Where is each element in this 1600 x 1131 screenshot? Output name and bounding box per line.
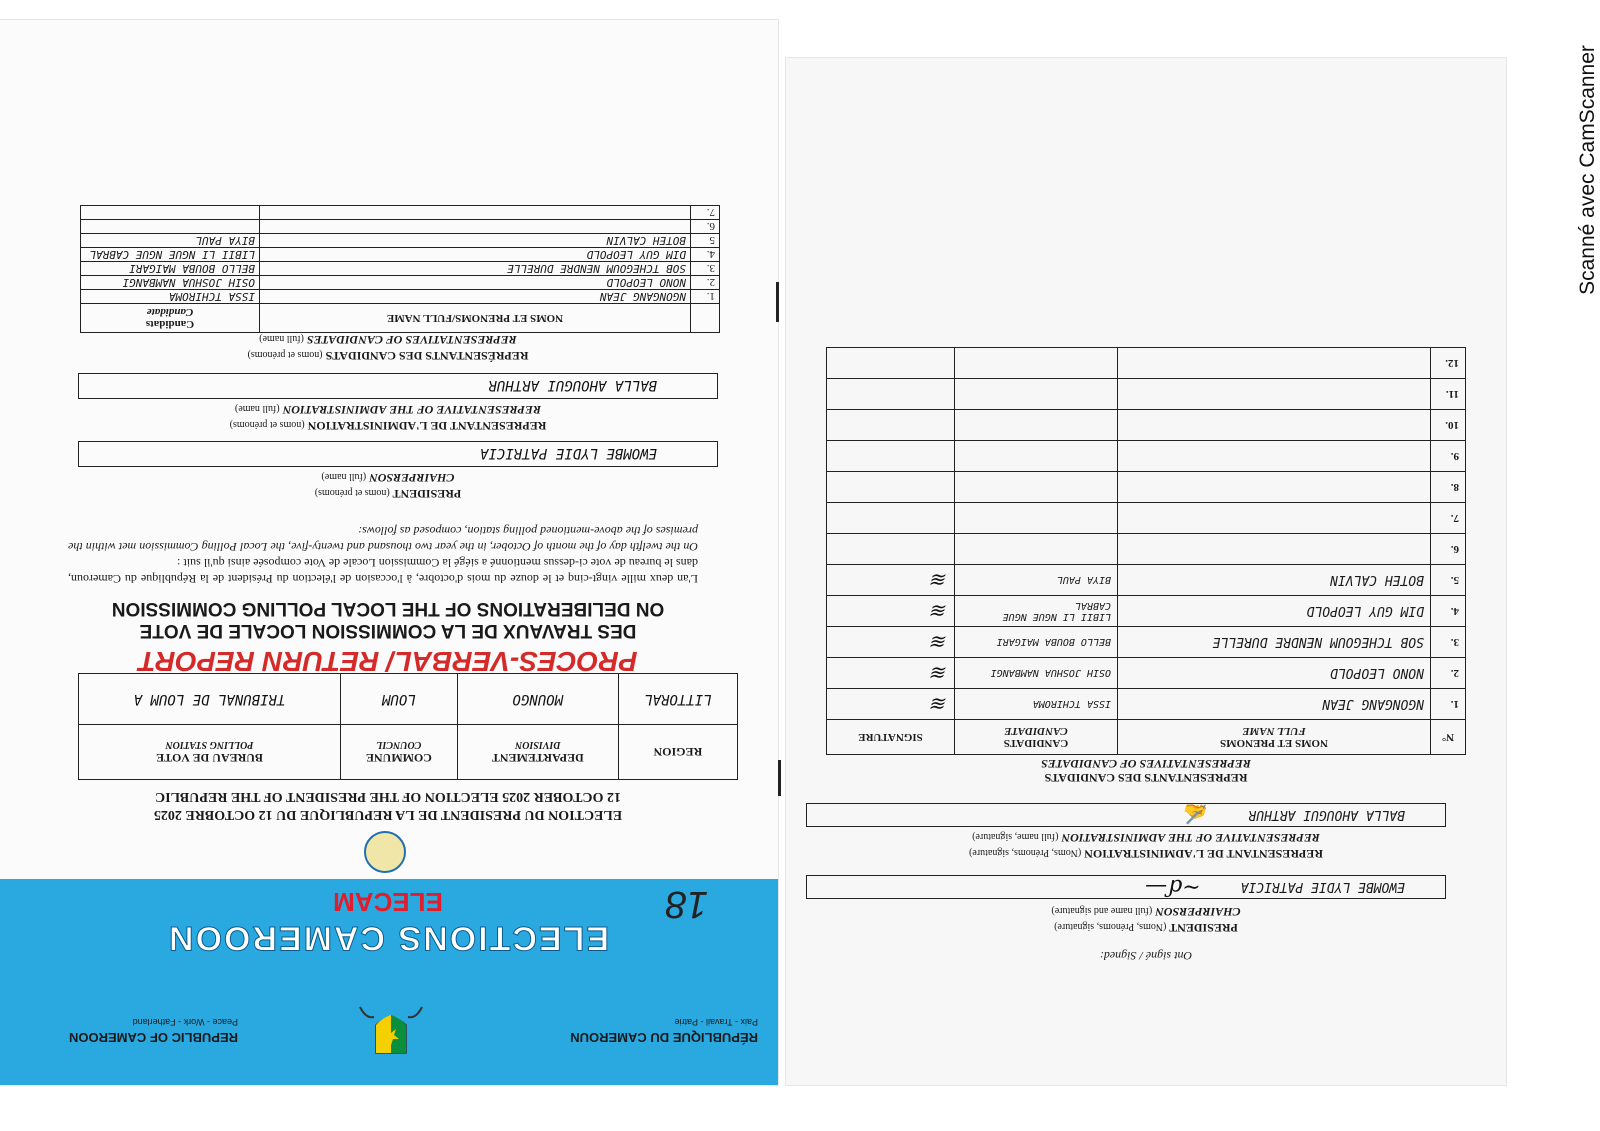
rep-candidate: OSIH JOSHUA NAMBANGI (955, 658, 1118, 689)
rep-name (260, 220, 691, 234)
signed-label: Ont signé / Signed: (1099, 949, 1193, 963)
table-row (827, 565, 1466, 596)
signature-table (826, 347, 1466, 755)
rep-name (260, 206, 691, 220)
preamble-fr: L'an deux mille vingt-cinq et le douze du mois d'octobre, à l'occasion de l'élection du Président de la République du Cameroun, dans le bureau de vote ci-dessus mentionné a siégé la Commission Locale de Vote composée ainsi qu'il suit : (68, 556, 698, 586)
election-title: ELECTION DU PRESIDENT DE LA REPUBLIQUE DU 12 OCTOBRE 2025 12 OCTOBER 2025 ELECTION OF THE PRESIDENT OF THE REPUBLIC (153, 789, 623, 822)
handwritten-signature: ≋ (931, 661, 948, 685)
header-region: REGION (618, 725, 737, 780)
row-number: 7. (691, 206, 720, 220)
president-signature: ~ɗ— (1145, 874, 1201, 899)
handwritten-signature: ≋ (931, 630, 948, 654)
table-row (81, 234, 720, 248)
value-council: LOUM (341, 674, 458, 725)
row-number: 11. (1431, 379, 1466, 410)
table-row (827, 441, 1466, 472)
table-row (827, 658, 1466, 689)
rep-name (1118, 441, 1431, 472)
table-row (827, 348, 1466, 379)
rep-name (1118, 534, 1431, 565)
rep-candidate (955, 379, 1118, 410)
rep-candidate: ISSA TCHIROMA (955, 689, 1118, 720)
rep-name: NONO LEOPOLD (1118, 658, 1431, 689)
table-row (827, 689, 1466, 720)
handwritten-signature: ≋ (931, 692, 948, 716)
election-2025-seal-icon (364, 831, 406, 873)
row-number: 3. (691, 262, 720, 276)
table-row (827, 534, 1466, 565)
row-number: 4. (691, 248, 720, 262)
rep-name (1118, 472, 1431, 503)
table-row (827, 410, 1466, 441)
value-department: MOUNGO (457, 674, 618, 725)
row-number: 6. (691, 220, 720, 234)
rep-name (1118, 503, 1431, 534)
signature-cell (827, 565, 955, 596)
table-row (81, 290, 720, 304)
rep-name: NONO LEOPOLD (260, 276, 691, 290)
header-department: DEPARTEMENT DIVISION (457, 725, 618, 780)
table-row (81, 262, 720, 276)
rep-candidate: LIBII LI NGUE NGUE CABRAL (81, 248, 260, 262)
rep-candidate (955, 503, 1118, 534)
report-subtitle: DES TRAVAUX DE LA COMMISSION LOCALE DE VOTE ON DELIBERATIONS OF THE LOCAL POLLING COMMISSION (111, 598, 665, 641)
signature-cell (827, 410, 955, 441)
row-number: 5 (691, 234, 720, 248)
col-signature: SIGNATURE (827, 720, 955, 755)
row-number: 10. (1431, 410, 1466, 441)
signature-cell (827, 348, 955, 379)
table-row (827, 472, 1466, 503)
president-label: PRESIDENT (noms et prénoms) CHAIRPERSON (full name) (314, 471, 462, 501)
col-number (691, 304, 720, 333)
row-number: 8. (1431, 472, 1466, 503)
polling-location-table (78, 673, 738, 780)
col-candidate: Candidats Candidate (81, 304, 260, 333)
header-polling-station: BUREAU DE VOTE POLLING STATION (79, 725, 341, 780)
row-number: 9. (1431, 441, 1466, 472)
rep-name: BOTEH CALVIN (260, 234, 691, 248)
table-row (81, 220, 720, 234)
rep-candidate: BELLO BOUBA MAIGARI (955, 627, 1118, 658)
staple-bottom (778, 760, 781, 796)
rep-name: BOTEH CALVIN (1118, 565, 1431, 596)
rep-candidate (955, 534, 1118, 565)
rep-candidate: ISSA TCHIROMA (81, 290, 260, 304)
elecam-title: ELECTIONS CAMEROON (166, 919, 610, 957)
right-admin-rep-label: REPRESENTANT DE L'ADMINISTRATION (Noms, Prénoms, signature) REPRESENTATIVE OF THE ADMINISTRATION (full name, signature) (969, 831, 1323, 861)
row-number: 1. (1431, 689, 1466, 720)
header-council: COMMUNE COUNCIL (341, 725, 458, 780)
right-page-content (786, 58, 1506, 1085)
row-number: 7. (1431, 503, 1466, 534)
republic-en: REPUBLIC OF CAMEROON Peace - Work - Fatherland (69, 1017, 238, 1045)
table-row (827, 379, 1466, 410)
signature-cell (827, 379, 955, 410)
signature-cell (827, 441, 955, 472)
rep-name: DIM GUY LEOPOLD (1118, 596, 1431, 627)
rep-candidate: BIYA PAUL (81, 234, 260, 248)
rep-name: NGONGANG JEAN (1118, 689, 1431, 720)
rep-candidate (81, 220, 260, 234)
signature-cell (827, 596, 955, 627)
president-name-box: EWOMBE LYDIE PATRICIA (78, 441, 718, 467)
report-title: PROCES-VERBAL/ RETURN REPORT (138, 646, 638, 677)
rep-candidate (955, 441, 1118, 472)
rep-name (1118, 410, 1431, 441)
table-row (81, 276, 720, 290)
right-president-name-box: EWOMBE LYDIE PATRICIA ~ɗ— (806, 875, 1446, 899)
col-candidate: CANDIDATS CANDIDATE (955, 720, 1118, 755)
coat-of-arms-icon (354, 1003, 428, 1063)
signature-cell (827, 689, 955, 720)
signature-cell (827, 534, 955, 565)
table-row (827, 627, 1466, 658)
rep-candidate: BELLO BOUBA MAIGARI (81, 262, 260, 276)
right-admin-rep-name-box: BALLA AHOUGUI ARTHUR ✍ (806, 803, 1446, 827)
row-number: 2. (1431, 658, 1466, 689)
col-number: N° (1431, 720, 1466, 755)
right-page (786, 58, 1506, 1085)
table-row (827, 503, 1466, 534)
right-president-label: PRESIDENT (Noms, Prénoms, signature) CHAIRPERSON (full name and signature) (1051, 905, 1241, 935)
motto-en: Peace - Work - Fatherland (132, 1017, 238, 1027)
signature-cell (827, 472, 955, 503)
row-number: 3. (1431, 627, 1466, 658)
value-region: LITTORAL (618, 674, 737, 725)
admin-rep-name-box: BALLA AHOUGUI ARTHUR (78, 373, 718, 399)
rep-name: SOB TCHEGOUM NENDRE DURELLE (260, 262, 691, 276)
candidate-reps-table (80, 205, 720, 333)
handwritten-signature: ≋ (931, 568, 948, 592)
motto-fr: Paix - Travail - Patrie (674, 1017, 758, 1027)
table-row (81, 248, 720, 262)
rep-name: NGONGANG JEAN (260, 290, 691, 304)
rep-name (1118, 379, 1431, 410)
staple-top (776, 282, 779, 322)
camscanner-watermark: Scanné avec CamScanner (1576, 45, 1599, 295)
left-page-content (0, 20, 778, 1085)
row-number: 12. (1431, 348, 1466, 379)
rep-candidate (955, 410, 1118, 441)
signature-cell (827, 627, 955, 658)
candidate-reps-label: REPRÉSENTANTS DES CANDIDATS (noms et prénoms) REPRESENTATIVES OF CANDIDATES (full name) (247, 333, 529, 363)
handwritten-signature: ≋ (931, 599, 948, 623)
preamble-en: On the twelfth day of the month of October, in the year two thousand and twenty-five, the Local Polling Commission met within the premises of the above-mentioned polling station, composed as follows: (68, 524, 698, 554)
right-candidate-reps-label: REPRESENTANTS DES CANDIDATS REPRESENTATIVES OF CANDIDATES (1041, 757, 1251, 785)
row-number: 1. (691, 290, 720, 304)
elecam-acronym: ELECAM (333, 887, 443, 917)
table-row (827, 596, 1466, 627)
preamble (68, 523, 698, 587)
col-full-name: NOMS ET PRENOMS/FULL NAME (260, 304, 691, 333)
table-row (81, 206, 720, 220)
rep-candidate: BIYA PAUL (955, 565, 1118, 596)
rep-name: SOB TCHEGOUM NENDRE DURELLE (1118, 627, 1431, 658)
rep-candidate (955, 348, 1118, 379)
rep-candidate: LIBII LI NGUE NGUE CABRAL (955, 596, 1118, 627)
rep-name: DIM GUY LEOPOLD (260, 248, 691, 262)
row-number: 5. (1431, 565, 1466, 596)
row-number: 4. (1431, 596, 1466, 627)
admin-signature: ✍ (1183, 802, 1209, 826)
value-polling-station: TRIBUNAL DE LOUM A (79, 674, 341, 725)
admin-rep-label: REPRESENTANT DE L'ADMINISTRATION (noms et prénoms) REPRESENTATIVE OF THE ADMINISTRATION (full name) (229, 403, 547, 433)
col-full-name: NOMS ET PRENOMS FULL NAME (1118, 720, 1431, 755)
rep-candidate (81, 206, 260, 220)
signature-cell (827, 658, 955, 689)
signature-cell (827, 503, 955, 534)
left-page (0, 20, 778, 1085)
row-number: 6. (1431, 534, 1466, 565)
republic-fr: RÉPUBLIQUE DU CAMEROUN Paix - Travail - Patrie (570, 1017, 758, 1045)
row-number: 2. (691, 276, 720, 290)
handwritten-page-number: 18 (665, 883, 708, 925)
rep-name (1118, 348, 1431, 379)
rep-candidate (955, 472, 1118, 503)
rep-candidate: OSIH JOSHUA NAMBANGI (81, 276, 260, 290)
